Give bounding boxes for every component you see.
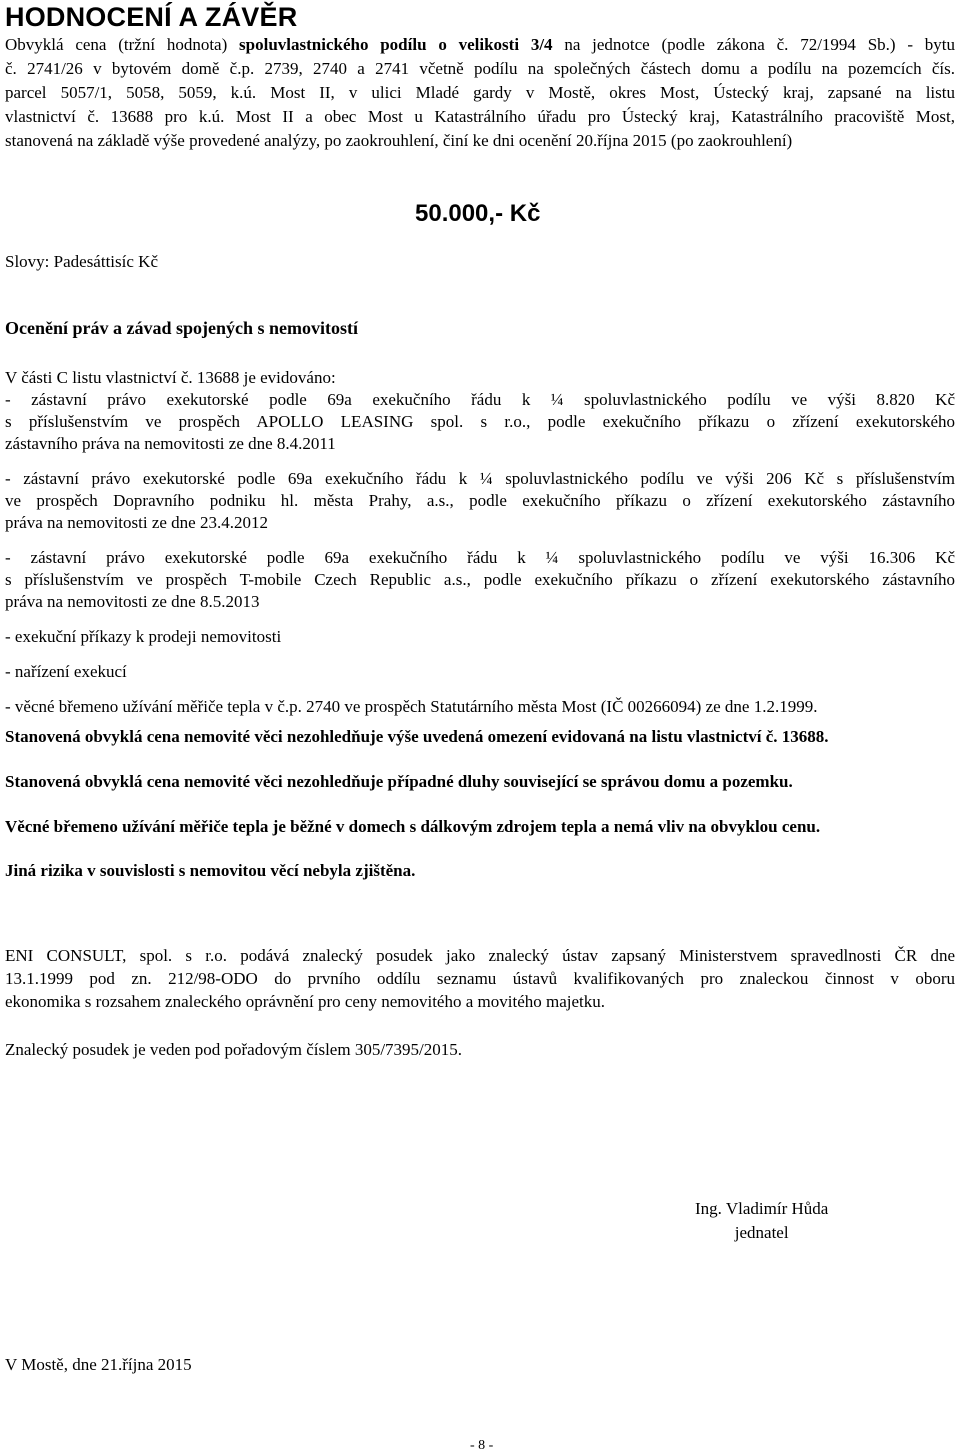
encumbrance-item-2: - zástavní právo exekutorské podle 69a exekučního řádu k ¼ spoluvlastnického podílu ve výši 206 Kč s příslušenstvím ve prospěch Dopravního podniku hl. města Prahy, a.s., podle exekučního příkazu o zřízení exekutorského zástavního práva na nemovitosti ze dne 23.4.2012 xyxy=(5,469,955,532)
share-size-bold: spoluvlastnického podílu o velikosti 3/4 xyxy=(239,35,553,54)
encumbrances-intro: V části C listu vlastnictví č. 13688 je evidováno: xyxy=(5,368,336,387)
encumbrances-list xyxy=(5,367,955,718)
page-number: - 8 - xyxy=(470,1438,494,1453)
encumbrance-item-1: - zástavní právo exekutorské podle 69a exekučního řádu k ¼ spoluvlastnického podílu ve výši 8.820 Kč s příslušenstvím ve prospěch APOLLO LEASING spol. s r.o., podle exekučního příkazu o zřízení exekutorského zástavního práva na nemovitosti ze dne 8.4.2011 xyxy=(5,390,955,453)
note-debts: Stanovená obvyklá cena nemovité věci nezohledňuje případné dluhy související se správou domu a pozemku. xyxy=(5,772,793,791)
note-easement: Věcné břemeno užívání měřiče tepla je běžné v domech s dálkovým zdrojem tepla a nemá vliv na obvyklou cenu. xyxy=(5,817,821,836)
intro-line-2: č. 2741/26 v bytovém domě č.p. 2739, 2740 a 2741 včetně podílu na společných částech domu a podílu na pozemcích čís. xyxy=(5,59,955,78)
page-title: HODNOCENÍ A ZÁVĚR xyxy=(5,2,298,32)
place-and-date: V Mostě, dne 21.října 2015 xyxy=(5,1355,192,1374)
expert-institute-paragraph: ENI CONSULT, spol. s r.o. podává znalecký posudek jako znalecký ústav zapsaný Ministerstvem spravedlnosti ČR dne 13.1.1999 pod zn. 212/98-ODO do prvního oddílu seznamu ústavů kvalifikovaných pro znaleckou činnost v oboru ekonomika s rozsahem znaleckého oprávnění pro ceny nemovitého a movitého majetku. xyxy=(5,946,955,1011)
intro-line-3: parcel 5057/1, 5058, 5059, k.ú. Most II, v ulici Mladé gardy v Mostě, okres Most, Ústecký kraj, zapsané na listu xyxy=(5,83,955,102)
intro-line-5: stanovená na základě výše provedené analýzy, po zaokrouhlení, činí ke dni ocenění 20.října 2015 (po zaokrouhlení) xyxy=(5,131,793,150)
encumbrance-item-6: - věcné břemeno užívání měřiče tepla v č.p. 2740 ve prospěch Statutárního města Most (IČ 00266094) ze dne 1.2.1999. xyxy=(5,697,818,716)
signatory-name: Ing. Vladimír Hůda xyxy=(695,1199,829,1218)
encumbrance-item-3: - zástavní právo exekutorské podle 69a exekučního řádu k ¼ spoluvlastnického podílu ve výši 16.306 Kč s příslušenstvím ve prospěch T-mobile Czech Republic a.s., podle exekučního příkazu o zřízení exekutorského zástavního práva na nemovitosti ze dne 8.5.2013 xyxy=(5,548,955,611)
section-heading-rights: Ocenění práv a závad spojených s nemovitostí xyxy=(5,318,358,338)
signatory-role: jednatel xyxy=(734,1223,789,1242)
encumbrance-item-5: - nařízení exekucí xyxy=(5,662,127,681)
signature-block xyxy=(695,1197,828,1245)
valuation-paragraph xyxy=(5,33,955,153)
intro-line-1: Obvyklá cena (tržní hodnota) spoluvlastnického podílu o velikosti 3/4 na jednotce (podle zákona č. 72/1994 Sb.) - bytu xyxy=(5,35,955,54)
price-value: 50.000,- Kč xyxy=(415,200,541,227)
note-restrictions: Stanovená obvyklá cena nemovité věci nezohledňuje výše uvedená omezení evidovaná na listu vlastnictví č. 13688. xyxy=(5,727,829,746)
note-other-risks: Jiná rizika v souvislosti s nemovitou věcí nebyla zjištěna. xyxy=(5,861,416,880)
encumbrance-item-4: - exekuční příkazy k prodeji nemovitosti xyxy=(5,627,282,646)
price-in-words: Slovy: Padesáttisíc Kč xyxy=(5,252,158,271)
intro-line-4: vlastnictví č. 13688 pro k.ú. Most II a obec Most u Katastrálního úřadu pro Ústecký kraj, Katastrálního pracoviště Most, xyxy=(5,107,955,126)
registry-number: Znalecký posudek je veden pod pořadovým číslem 305/7395/2015. xyxy=(5,1040,463,1059)
